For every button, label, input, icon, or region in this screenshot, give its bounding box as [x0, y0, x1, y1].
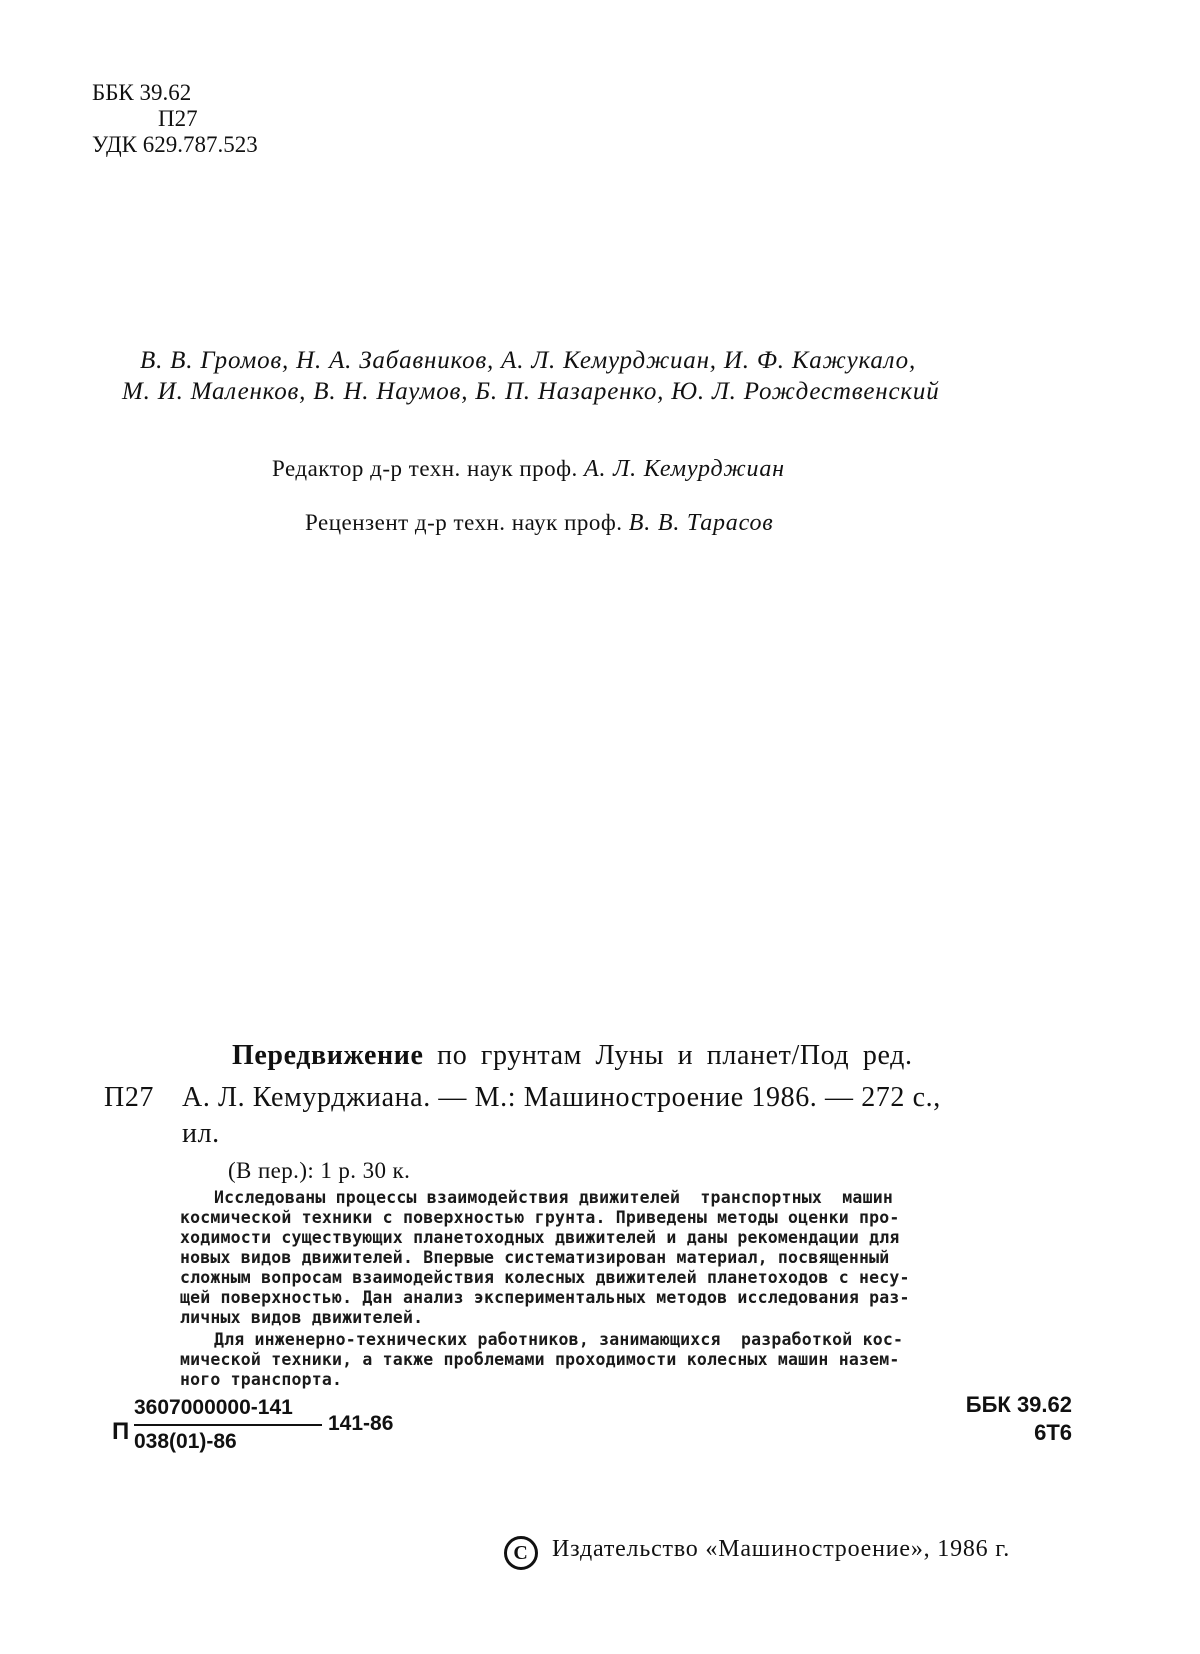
- bib-line-2: А. Л. Кемурджиана. — М.: Машиностроение 1986. — 272 с.,: [182, 1082, 941, 1113]
- fraction-bar: [134, 1424, 322, 1426]
- bbk-bottom-line-2: 6Т6: [1034, 1420, 1072, 1445]
- bbk-bottom-line-1: ББК 39.62: [965, 1392, 1072, 1417]
- abstract-paragraph-1: [180, 1188, 910, 1328]
- code-suffix: 141-86: [328, 1412, 394, 1435]
- reviewer-name: В. В. Тарасов: [628, 510, 774, 536]
- copyright-icon: C: [504, 1536, 538, 1570]
- udk-code: УДК 629.787.523: [92, 132, 258, 157]
- bib-line-3: ил.: [182, 1118, 220, 1149]
- editor-name: А. Л. Кемурджиан: [584, 456, 785, 482]
- bib-title-line: [232, 1040, 913, 1072]
- copyright-text: Издательство «Машиностроение», 1986 г.: [552, 1536, 1011, 1562]
- code-numerator: 3607000000-141: [134, 1396, 293, 1419]
- abstract-line: сложным вопросам взаимодействия колесных движителей планетоходов с несу-: [180, 1268, 910, 1287]
- bib-title-rest: по грунтам Луны и планет/Под ред.: [437, 1040, 913, 1071]
- abstract-line: новых видов движителей. Впервые систематизирован материал, посвященный: [180, 1248, 890, 1267]
- authors-line-1: В. В. Громов, Н. А. Забавников, А. Л. Кемурджиан, И. Ф. Кажукало,: [140, 347, 917, 374]
- bib-marker: П27: [104, 1082, 155, 1113]
- bbk-code: ББК 39.62: [92, 80, 192, 105]
- code-denominator: 038(01)-86: [134, 1430, 237, 1453]
- abstract-line: щей поверхностью. Дан анализ экспериментальных методов исследования раз-: [180, 1288, 910, 1307]
- abstract-line: мической техники, а также проблемами проходимости колесных машин назем-: [180, 1350, 900, 1369]
- editor-prefix: Редактор д-р техн. наук проф.: [272, 456, 578, 481]
- authors-line-2: М. И. Маленков, В. Н. Наумов, Б. П. Назаренко, Ю. Л. Рождественский: [122, 378, 940, 405]
- copyright-line: [504, 1536, 1010, 1570]
- abstract-line: космической техники с поверхностью грунта. Приведены методы оценки про-: [180, 1208, 900, 1227]
- bib-title-bold: Передвижение: [232, 1040, 424, 1071]
- editor-line: [272, 456, 785, 483]
- author-mark: П27: [158, 106, 198, 131]
- reviewer-prefix: Рецензент д-р техн. наук проф.: [305, 510, 623, 535]
- abstract-line: ного транспорта.: [180, 1370, 343, 1389]
- abstract-line: Исследованы процессы взаимодействия движителей транспортных машин: [214, 1188, 893, 1207]
- code-letter: П: [112, 1418, 130, 1445]
- abstract-line: Для инженерно-технических работников, занимающихся разработкой кос-: [214, 1330, 904, 1349]
- abstract-line: ходимости существующих планетоходных движителей и даны рекомендации для: [180, 1228, 900, 1247]
- price: (В пер.): 1 р. 30 к.: [228, 1158, 411, 1183]
- abstract-paragraph-2: [180, 1330, 903, 1390]
- abstract-line: личных видов движителей.: [180, 1308, 424, 1327]
- reviewer-line: [305, 510, 773, 537]
